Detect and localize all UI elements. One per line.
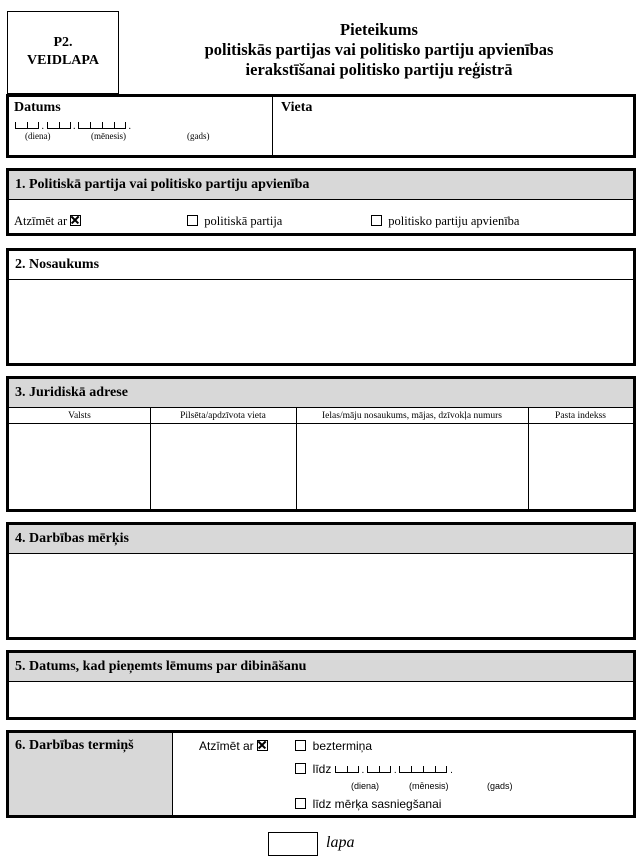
checked-box-icon — [257, 740, 268, 751]
goal-checkbox[interactable] — [295, 798, 306, 809]
term-options — [199, 739, 619, 811]
address-col-postcode: Pasta indekss — [528, 408, 633, 424]
mark-instruction-1: Atzīmēt ar — [14, 214, 68, 228]
union-option[interactable] — [371, 214, 519, 229]
section2-heading: 2. Nosaukums — [9, 251, 633, 280]
address-col-city: Pilsēta/apdzīvota vieta — [150, 408, 296, 424]
section6-heading-cell — [9, 733, 173, 815]
section-party-type — [6, 168, 636, 236]
goal-option[interactable] — [295, 797, 441, 811]
section-purpose — [6, 522, 636, 640]
date-place-section — [6, 94, 636, 158]
section-term — [6, 730, 636, 818]
section1-options — [14, 214, 614, 229]
until-date-slots[interactable]: . . . — [335, 765, 453, 776]
title-line1: Pieteikums — [340, 20, 418, 39]
until-label: līdz — [312, 762, 332, 776]
union-checkbox[interactable] — [371, 215, 382, 226]
checked-box-icon — [70, 215, 81, 226]
founding-date-input[interactable] — [9, 681, 633, 717]
form-code-line1: P2. — [53, 35, 73, 50]
title-line3: ierakstīšanai politisko partiju reģistrā — [245, 60, 513, 79]
date-cell[interactable] — [9, 97, 273, 155]
party-checkbox[interactable] — [187, 215, 198, 226]
indefinite-label: beztermiņa — [312, 739, 373, 753]
place-label: Vieta — [281, 100, 313, 115]
term-month-label: (mēnesis) — [409, 781, 449, 791]
party-option[interactable] — [187, 214, 282, 229]
term-day-label: (diena) — [351, 781, 380, 791]
section-name — [6, 248, 636, 366]
section-founding-date — [6, 650, 636, 720]
page-number-input[interactable] — [268, 832, 318, 856]
party-option-label: politiskā partija — [204, 214, 283, 228]
postcode-input[interactable] — [529, 425, 633, 509]
section5-heading: 5. Datums, kad pieņemts lēmums par dibināšanu — [9, 653, 633, 682]
title-line2: politiskās partijas vai politisko partiju apvienības — [204, 40, 554, 59]
until-checkbox[interactable] — [295, 763, 306, 774]
union-option-label: politisko partiju apvienība — [388, 214, 520, 228]
section4-heading: 4. Darbības mērķis — [9, 525, 633, 554]
address-table — [9, 408, 633, 509]
date-slots[interactable]: . . . — [15, 121, 131, 132]
term-year-label: (gads) — [487, 781, 513, 791]
country-input[interactable] — [9, 425, 150, 509]
street-input[interactable] — [297, 425, 528, 509]
until-option[interactable] — [295, 762, 453, 776]
purpose-input-area[interactable] — [9, 553, 633, 637]
page-title — [122, 20, 636, 80]
section6-heading: 6. Darbības termiņš — [15, 738, 134, 753]
section3-heading: 3. Juridiskā adrese — [9, 379, 633, 408]
date-month-label: (mēnesis) — [91, 131, 126, 141]
goal-label: līdz mērķa sasniegšanai — [312, 797, 442, 811]
indefinite-checkbox[interactable] — [295, 740, 306, 751]
date-label: Datums — [14, 100, 61, 115]
form-code-line2: VEIDLAPA — [26, 53, 100, 68]
indefinite-option[interactable] — [295, 739, 372, 753]
city-input[interactable] — [151, 425, 296, 509]
name-input-area[interactable] — [9, 279, 633, 363]
section1-heading: 1. Politiskā partija vai politisko partiju apvienība — [9, 171, 633, 200]
date-year-label: (gads) — [187, 131, 210, 141]
address-col-street: Ielas/māju nosaukums, mājas, dzīvokļa numurs — [296, 408, 528, 424]
page-label: lapa — [326, 834, 355, 851]
date-day-label: (diena) — [25, 131, 51, 141]
mark-instruction-6: Atzīmēt ar — [199, 739, 254, 753]
form-code-box — [7, 11, 119, 94]
address-col-country: Valsts — [9, 408, 150, 424]
section-legal-address — [6, 376, 636, 512]
